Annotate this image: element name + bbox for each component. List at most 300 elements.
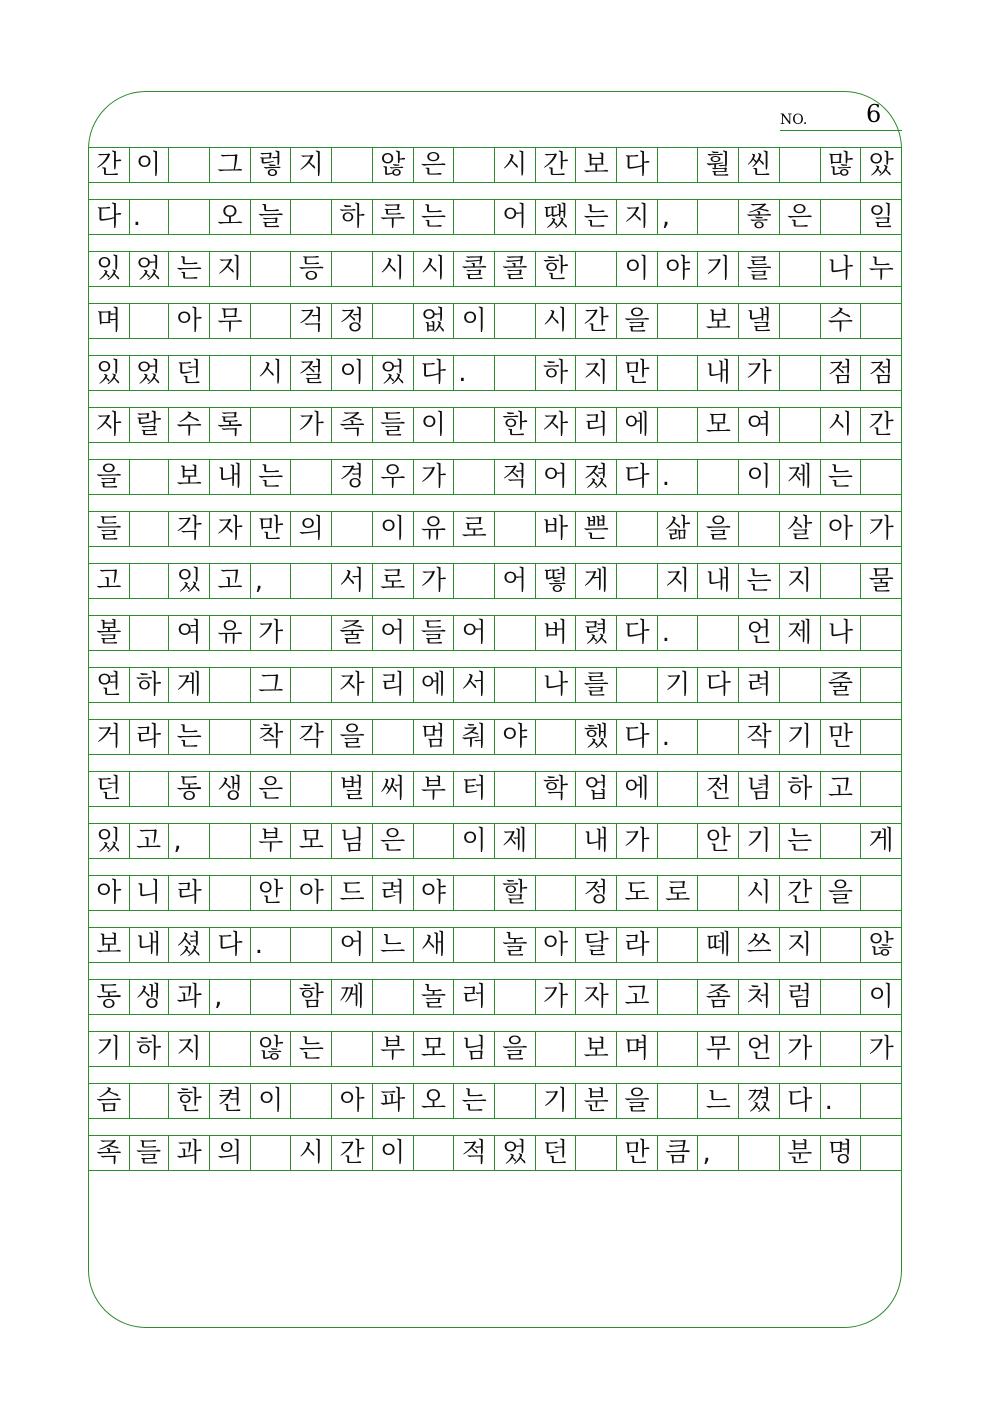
manuscript-cell: 각 (169, 512, 210, 546)
manuscript-cell: 를 (576, 668, 617, 702)
manuscript-cell: 던 (536, 1136, 577, 1170)
manuscript-row (88, 147, 902, 183)
manuscript-cell: 족 (88, 1136, 130, 1170)
manuscript-cell (454, 460, 495, 494)
manuscript-cell (739, 512, 780, 546)
manuscript-cell: 않 (251, 1032, 292, 1066)
manuscript-cell (617, 512, 658, 546)
manuscript-cell: 서 (332, 564, 373, 598)
manuscript-cell: 리 (373, 668, 414, 702)
manuscript-cell: 을 (617, 304, 658, 338)
manuscript-cell: 그 (251, 668, 292, 702)
manuscript-cell: 을 (821, 876, 862, 910)
manuscript-cell: 좋 (739, 200, 780, 234)
manuscript-cell: 버 (536, 616, 577, 650)
manuscript-cell: 바 (536, 512, 577, 546)
manuscript-cell: 분 (780, 1136, 821, 1170)
manuscript-cell: 꼈 (739, 1084, 780, 1118)
manuscript-cell: 기 (780, 720, 821, 754)
manuscript-cell: 럼 (780, 980, 821, 1014)
manuscript-cell: 시 (373, 252, 414, 286)
manuscript-cell (251, 304, 292, 338)
manuscript-cell: 졌 (576, 460, 617, 494)
manuscript-cell (210, 356, 251, 390)
manuscript-cell: 만 (821, 720, 862, 754)
manuscript-cell: 가 (780, 1032, 821, 1066)
manuscript-cell: 제 (780, 460, 821, 494)
manuscript-row (88, 875, 902, 911)
manuscript-cell: 들 (414, 616, 455, 650)
manuscript-cell: 하 (129, 668, 170, 702)
manuscript-cell: 보 (576, 148, 617, 182)
manuscript-cell: 지 (658, 564, 699, 598)
manuscript-cell (210, 668, 251, 702)
manuscript-cell: 간 (332, 1136, 373, 1170)
manuscript-cell (658, 980, 699, 1014)
manuscript-cell: 한 (169, 1084, 210, 1118)
manuscript-cell (454, 200, 495, 234)
manuscript-cell: 줄 (332, 616, 373, 650)
manuscript-cell: 삶 (658, 512, 699, 546)
manuscript-row (88, 251, 902, 287)
manuscript-cell (251, 1136, 292, 1170)
manuscript-cell: 러 (454, 980, 495, 1014)
page-number: 6 (866, 100, 882, 128)
manuscript-cell: 이 (251, 1084, 292, 1118)
manuscript-cell: 는 (576, 200, 617, 234)
manuscript-cell: 렇 (251, 148, 292, 182)
manuscript-cell (414, 824, 455, 858)
manuscript-cell: 드 (332, 876, 373, 910)
manuscript-cell: 게 (861, 824, 902, 858)
manuscript-cell (495, 616, 536, 650)
manuscript-cell: 수 (821, 304, 862, 338)
manuscript-cell: 다 (617, 460, 658, 494)
manuscript-cell (658, 772, 699, 806)
manuscript-cell: 일 (861, 200, 902, 234)
manuscript-cell (699, 616, 740, 650)
manuscript-cell: 놀 (495, 928, 536, 962)
manuscript-cell: 이 (739, 460, 780, 494)
manuscript-cell (821, 200, 862, 234)
manuscript-cell: 념 (739, 772, 780, 806)
manuscript-row (88, 199, 902, 235)
manuscript-cell: 내 (699, 356, 740, 390)
manuscript-cell (658, 1084, 699, 1118)
manuscript-cell (129, 512, 170, 546)
manuscript-cell: 과 (169, 1136, 210, 1170)
manuscript-cell (129, 460, 170, 494)
manuscript-cell: 씬 (739, 148, 780, 182)
manuscript-cell: 착 (251, 720, 292, 754)
manuscript-cell (495, 1084, 536, 1118)
manuscript-cell: 보 (576, 1032, 617, 1066)
manuscript-cell: 아 (292, 876, 333, 910)
manuscript-cell: , (658, 200, 699, 234)
manuscript-cell: 가 (861, 1032, 902, 1066)
manuscript-cell: . (658, 460, 699, 494)
manuscript-cell (169, 148, 210, 182)
manuscript-cell: 은 (780, 200, 821, 234)
manuscript-cell (576, 252, 617, 286)
manuscript-cell: 수 (169, 408, 210, 442)
manuscript-cell: 루 (373, 200, 414, 234)
manuscript-cell (699, 720, 740, 754)
manuscript-cell: 는 (454, 1084, 495, 1118)
manuscript-cell: 다 (699, 668, 740, 702)
manuscript-cell (658, 928, 699, 962)
manuscript-cell: 없 (414, 304, 455, 338)
manuscript-cell: 기 (739, 824, 780, 858)
manuscript-cell: 하 (780, 772, 821, 806)
manuscript-cell: 쁜 (576, 512, 617, 546)
manuscript-cell: 보 (88, 928, 130, 962)
manuscript-cell: 을 (88, 460, 130, 494)
manuscript-cell (251, 980, 292, 1014)
manuscript-cell (332, 1032, 373, 1066)
manuscript-cell: 를 (739, 252, 780, 286)
manuscript-cell: 등 (292, 252, 333, 286)
manuscript-row (88, 355, 902, 391)
manuscript-cell (292, 200, 333, 234)
manuscript-cell: 라 (129, 720, 170, 754)
manuscript-cell: 어 (373, 616, 414, 650)
manuscript-cell (861, 460, 902, 494)
manuscript-cell: 줄 (821, 668, 862, 702)
manuscript-cell: 께 (332, 980, 373, 1014)
manuscript-cell: 라 (169, 876, 210, 910)
manuscript-cell (129, 564, 170, 598)
manuscript-cell (495, 512, 536, 546)
manuscript-cell: 셨 (169, 928, 210, 962)
manuscript-cell: 도 (617, 876, 658, 910)
manuscript-cell: 이 (373, 512, 414, 546)
manuscript-cell: 자 (536, 408, 577, 442)
manuscript-cell: 있 (169, 564, 210, 598)
manuscript-cell: 부 (251, 824, 292, 858)
manuscript-cell: 님 (332, 824, 373, 858)
manuscript-cell: 어 (536, 460, 577, 494)
manuscript-row (88, 1135, 902, 1171)
manuscript-row (88, 823, 902, 859)
manuscript-cell: 모 (292, 824, 333, 858)
manuscript-cell: 었 (495, 1136, 536, 1170)
manuscript-cell: 물 (861, 564, 902, 598)
manuscript-cell: 기 (658, 668, 699, 702)
manuscript-cell: 언 (739, 616, 780, 650)
manuscript-cell: 절 (292, 356, 333, 390)
manuscript-cell (658, 148, 699, 182)
manuscript-cell: 이 (454, 824, 495, 858)
manuscript-cell (210, 876, 251, 910)
manuscript-cell (821, 1032, 862, 1066)
manuscript-cell: 콜 (454, 252, 495, 286)
manuscript-cell: 다 (617, 616, 658, 650)
manuscript-cell: 걱 (292, 304, 333, 338)
manuscript-cell: 다 (88, 200, 130, 234)
manuscript-cell: 내 (699, 564, 740, 598)
manuscript-cell: 려 (373, 876, 414, 910)
manuscript-cell: 가 (292, 408, 333, 442)
manuscript-cell: 떼 (699, 928, 740, 962)
manuscript-cell (536, 876, 577, 910)
manuscript-cell: 유 (210, 616, 251, 650)
manuscript-cell: 고 (821, 772, 862, 806)
manuscript-cell: 야 (495, 720, 536, 754)
manuscript-cell (495, 356, 536, 390)
manuscript-cell: 게 (169, 668, 210, 702)
manuscript-cell (332, 252, 373, 286)
manuscript-cell: 느 (699, 1084, 740, 1118)
manuscript-cell: 큼 (658, 1136, 699, 1170)
manuscript-cell: 보 (699, 304, 740, 338)
manuscript-cell: 자 (332, 668, 373, 702)
manuscript-cell: 리 (576, 408, 617, 442)
manuscript-cell (780, 356, 821, 390)
manuscript-cell: 다 (210, 928, 251, 962)
manuscript-cell: 렸 (576, 616, 617, 650)
manuscript-cell (292, 772, 333, 806)
manuscript-cell: 님 (454, 1032, 495, 1066)
manuscript-cell: 던 (88, 772, 130, 806)
manuscript-cell (292, 928, 333, 962)
manuscript-cell: 가 (617, 824, 658, 858)
manuscript-cell: 놀 (414, 980, 455, 1014)
manuscript-cell: 이 (861, 980, 902, 1014)
manuscript-cell: 기 (536, 1084, 577, 1118)
manuscript-cell: 간 (861, 408, 902, 442)
manuscript-cell: 늘 (251, 200, 292, 234)
manuscript-cell: 많 (821, 148, 862, 182)
manuscript-cell: 지 (780, 928, 821, 962)
manuscript-cell (292, 564, 333, 598)
manuscript-cell: 제 (780, 616, 821, 650)
manuscript-cell: 아 (332, 1084, 373, 1118)
manuscript-cell (861, 616, 902, 650)
manuscript-cell (129, 772, 170, 806)
manuscript-cell (617, 564, 658, 598)
manuscript-cell: . (658, 720, 699, 754)
manuscript-cell (495, 980, 536, 1014)
manuscript-cell (576, 1136, 617, 1170)
manuscript-cell: 라 (617, 928, 658, 962)
manuscript-cell: 하 (129, 1032, 170, 1066)
manuscript-cell: 무 (210, 304, 251, 338)
manuscript-cell: 다 (617, 720, 658, 754)
manuscript-cell: 쓰 (739, 928, 780, 962)
manuscript-row (88, 407, 902, 443)
manuscript-cell (536, 824, 577, 858)
manuscript-cell (454, 148, 495, 182)
manuscript-cell (414, 1136, 455, 1170)
manuscript-cell: 이 (414, 408, 455, 442)
manuscript-cell: 다 (780, 1084, 821, 1118)
manuscript-row (88, 1083, 902, 1119)
manuscript-cell: 파 (373, 1084, 414, 1118)
manuscript-row (88, 303, 902, 339)
manuscript-row (88, 771, 902, 807)
manuscript-cell: 만 (617, 356, 658, 390)
manuscript-cell (454, 408, 495, 442)
manuscript-cell: 이 (373, 1136, 414, 1170)
manuscript-cell: 터 (454, 772, 495, 806)
manuscript-cell: 이 (454, 304, 495, 338)
manuscript-cell: 나 (821, 616, 862, 650)
manuscript-cell (699, 200, 740, 234)
manuscript-cell: 다 (414, 356, 455, 390)
manuscript-cell (332, 148, 373, 182)
manuscript-cell: 려 (739, 668, 780, 702)
manuscript-cell: 만 (617, 1136, 658, 1170)
manuscript-cell: 적 (495, 460, 536, 494)
manuscript-cell (699, 460, 740, 494)
manuscript-cell: 는 (169, 720, 210, 754)
manuscript-cell (780, 252, 821, 286)
manuscript-cell: 며 (88, 304, 130, 338)
manuscript-cell: 랄 (129, 408, 170, 442)
manuscript-cell: 는 (292, 1032, 333, 1066)
manuscript-cell: 한 (495, 408, 536, 442)
manuscript-cell: 은 (373, 824, 414, 858)
manuscript-cell: 우 (373, 460, 414, 494)
manuscript-cell: 무 (699, 1032, 740, 1066)
manuscript-cell: . (129, 200, 170, 234)
manuscript-cell: 생 (129, 980, 170, 1014)
manuscript-cell: 자 (88, 408, 130, 442)
manuscript-cell: 내 (129, 928, 170, 962)
manuscript-cell: 벌 (332, 772, 373, 806)
manuscript-cell: 훨 (699, 148, 740, 182)
manuscript-cell (251, 408, 292, 442)
manuscript-cell: 들 (88, 512, 130, 546)
manuscript-cell (495, 772, 536, 806)
manuscript-cell: 있 (88, 252, 130, 286)
manuscript-cell: 땠 (536, 200, 577, 234)
manuscript-cell: 부 (373, 1032, 414, 1066)
manuscript-cell: 명 (821, 1136, 862, 1170)
manuscript-cell: 살 (780, 512, 821, 546)
manuscript-cell (373, 304, 414, 338)
manuscript-cell: 모 (699, 408, 740, 442)
manuscript-cell: 지 (292, 148, 333, 182)
manuscript-cell: 하 (332, 200, 373, 234)
manuscript-cell: 오 (414, 1084, 455, 1118)
manuscript-cell: 고 (88, 564, 130, 598)
manuscript-row (88, 927, 902, 963)
manuscript-cell: . (821, 1084, 862, 1118)
manuscript-cell: 내 (576, 824, 617, 858)
manuscript-cell: 여 (169, 616, 210, 650)
manuscript-cell: 좀 (699, 980, 740, 1014)
manuscript-cell: 시 (739, 876, 780, 910)
manuscript-cell: 가 (414, 460, 455, 494)
manuscript-cell: 기 (88, 1032, 130, 1066)
manuscript-cell: 자 (210, 512, 251, 546)
page-number-label: NO. (780, 112, 808, 128)
manuscript-cell: 낼 (739, 304, 780, 338)
manuscript-cell: 는 (739, 564, 780, 598)
manuscript-cell: 적 (454, 1136, 495, 1170)
manuscript-cell: 떻 (536, 564, 577, 598)
manuscript-cell: 간 (88, 148, 130, 182)
manuscript-cell: 기 (699, 252, 740, 286)
manuscript-cell: 했 (576, 720, 617, 754)
manuscript-cell: , (699, 1136, 740, 1170)
manuscript-cell: 은 (251, 772, 292, 806)
manuscript-cell: , (210, 980, 251, 1014)
manuscript-cell: 언 (739, 1032, 780, 1066)
manuscript-cell: 제 (495, 824, 536, 858)
manuscript-cell (821, 564, 862, 598)
manuscript-cell: 족 (332, 408, 373, 442)
manuscript-cell: 에 (617, 408, 658, 442)
manuscript-cell: 을 (617, 1084, 658, 1118)
manuscript-row (88, 1031, 902, 1067)
manuscript-cell (739, 1136, 780, 1170)
manuscript-cell: 정 (576, 876, 617, 910)
manuscript-cell: 아 (821, 512, 862, 546)
manuscript-cell (536, 720, 577, 754)
manuscript-row (88, 667, 902, 703)
manuscript-cell (454, 564, 495, 598)
manuscript-cell: 달 (576, 928, 617, 962)
manuscript-cell: 생 (210, 772, 251, 806)
manuscript-cell: 며 (617, 1032, 658, 1066)
manuscript-cell: 어 (332, 928, 373, 962)
manuscript-cell (495, 668, 536, 702)
manuscript-cell: 자 (576, 980, 617, 1014)
manuscript-cell (821, 980, 862, 1014)
manuscript-cell: 하 (536, 356, 577, 390)
manuscript-cell: 게 (576, 564, 617, 598)
manuscript-cell: 보 (169, 460, 210, 494)
manuscript-cell: 써 (373, 772, 414, 806)
manuscript-cell (861, 668, 902, 702)
manuscript-cell: 업 (576, 772, 617, 806)
manuscript-cell: 여 (739, 408, 780, 442)
manuscript-cell: 지 (780, 564, 821, 598)
manuscript-cell: 던 (169, 356, 210, 390)
manuscript-cell (861, 1084, 902, 1118)
manuscript-cell: 거 (88, 720, 130, 754)
manuscript-cell: 고 (129, 824, 170, 858)
manuscript-cell (658, 408, 699, 442)
manuscript-cell: 는 (251, 460, 292, 494)
manuscript-cell: 다 (617, 148, 658, 182)
manuscript-cell (332, 512, 373, 546)
manuscript-cell: 함 (292, 980, 333, 1014)
manuscript-cell: 나 (536, 668, 577, 702)
manuscript-cell: 들 (129, 1136, 170, 1170)
manuscript-cell: 시 (821, 408, 862, 442)
manuscript-row (88, 511, 902, 547)
manuscript-cell: 안 (699, 824, 740, 858)
manuscript-cell: 니 (129, 876, 170, 910)
manuscript-cell: 을 (699, 512, 740, 546)
manuscript-cell: . (251, 928, 292, 962)
manuscript-cell: 이 (617, 252, 658, 286)
manuscript-cell (292, 460, 333, 494)
manuscript-cell: 시 (251, 356, 292, 390)
manuscript-cell: 가 (251, 616, 292, 650)
manuscript-cell (251, 252, 292, 286)
manuscript-row (88, 719, 902, 755)
manuscript-cell: 학 (536, 772, 577, 806)
manuscript-cell: 가 (414, 564, 455, 598)
manuscript-cell: 정 (332, 304, 373, 338)
manuscript-cell: 이 (332, 356, 373, 390)
manuscript-cell: 고 (210, 564, 251, 598)
